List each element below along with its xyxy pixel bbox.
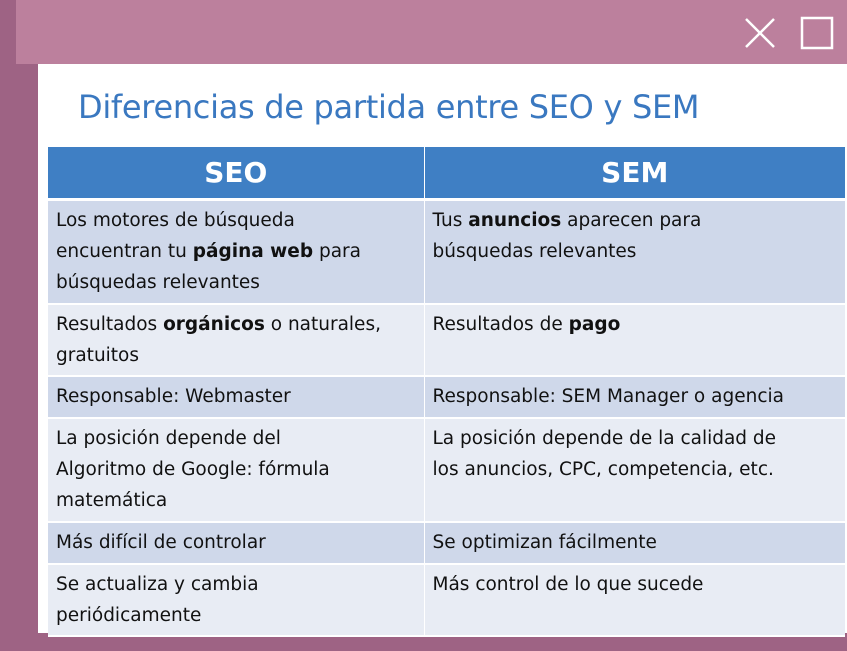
close-icon[interactable] (744, 17, 776, 49)
table-header-row (48, 147, 845, 200)
cell-text-run: aparecen para búsquedas relevantes (432, 210, 702, 262)
cell-text-run: Más control de lo que sucede (432, 574, 704, 595)
cell-text-bold: página web (192, 241, 314, 262)
maximize-icon[interactable] (800, 16, 834, 50)
sem-cell (424, 564, 845, 636)
cell-text-run: Responsable: SEM Manager o agencia (432, 386, 784, 407)
sem-cell (424, 200, 845, 305)
table-row (48, 418, 845, 522)
cell-text-run: o naturales, gratuitos (56, 314, 381, 366)
cell-text-bold: anuncios (468, 210, 562, 231)
seo-cell (48, 200, 424, 305)
slide-title: Diferencias de partida entre SEO y SEM (78, 88, 700, 126)
sem-cell (424, 522, 845, 564)
table-row (48, 200, 845, 305)
seo-cell (48, 418, 424, 522)
title-bar (16, 0, 847, 64)
cell-text-run: Los motores de búsqueda encuentran tu (56, 210, 295, 262)
cell-text-run: Se optimizan fácilmente (432, 532, 657, 553)
table-row (48, 564, 845, 636)
cell-text-run: Responsable: Webmaster (56, 386, 291, 407)
cell-text-run: La posición depende del Algoritmo de Google: fórmula matemática (56, 428, 330, 511)
cell-text-run: Resultados (56, 314, 164, 335)
table-row (48, 522, 845, 564)
seo-cell (48, 564, 424, 636)
sem-cell (424, 376, 845, 418)
seo-cell (48, 522, 424, 564)
table-row (48, 304, 845, 376)
seo-cell (48, 304, 424, 376)
table-row (48, 376, 845, 418)
sem-cell (424, 304, 845, 376)
comparison-table (48, 147, 845, 637)
seo-cell (48, 376, 424, 418)
slide (38, 64, 847, 633)
cell-text-run: Se actualiza y cambia periódicamente (56, 574, 259, 626)
cell-text-run: Resultados de (432, 314, 569, 335)
column-header-sem: SEM (424, 147, 845, 200)
sem-cell (424, 418, 845, 522)
cell-text-run: Tus (432, 210, 469, 231)
cell-text-bold: orgánicos (163, 314, 265, 335)
cell-text-run: para búsquedas relevantes (56, 241, 361, 293)
cell-text-run: Más difícil de controlar (56, 532, 266, 553)
cell-text-bold: pago (568, 314, 621, 335)
column-header-seo: SEO (48, 147, 424, 200)
cell-text-run: La posición depende de la calidad de los anuncios, CPC, competencia, etc. (432, 428, 777, 480)
